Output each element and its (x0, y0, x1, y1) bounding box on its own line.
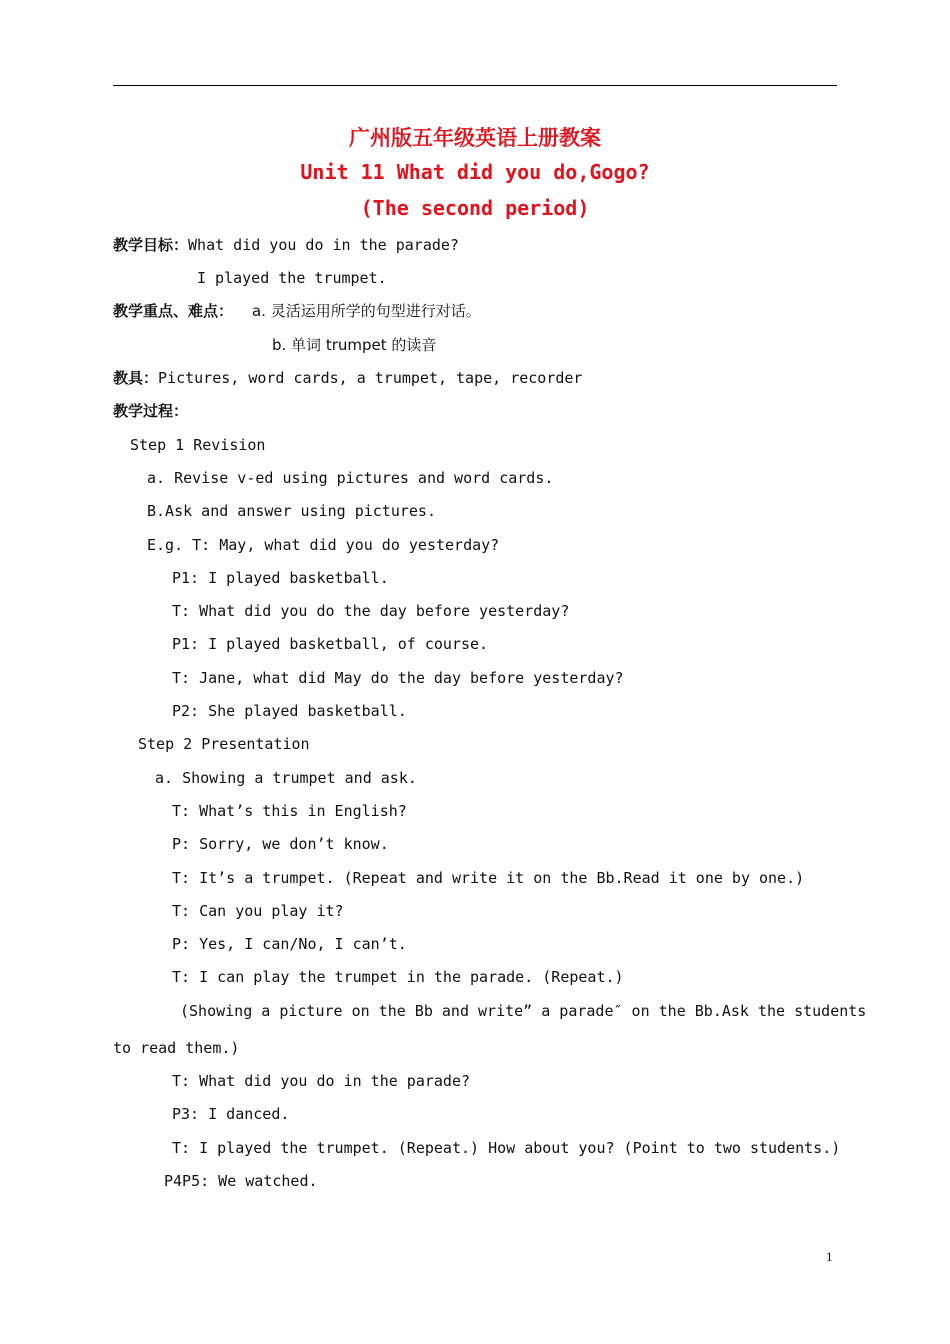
step2-note-line-1: (Showing a picture on the Bb and write” a parade″ on the Bb.Ask the students (180, 1002, 867, 1020)
step2-dialogue-3: T: It’s a trumpet. (Repeat and write it on the Bb.Read it one by one.) (172, 869, 805, 887)
step1-item-a: a. Revise v-ed using pictures and word cards. (147, 469, 554, 487)
objectives-label: 教学目标： (113, 236, 189, 254)
aids-text: Pictures, word cards, a trumpet, tape, recorder (158, 369, 583, 387)
step1-dialogue-4: T: Jane, what did May do the day before yesterday? (172, 669, 624, 687)
step2-dialogue-1: T: What’s this in English? (172, 802, 407, 820)
aids-label: 教具： (113, 369, 159, 387)
step2-dialogue-9: T: I played the trumpet. (Repeat.) How about you? (Point to two students.) (172, 1139, 841, 1157)
step1-dialogue-2: T: What did you do the day before yesterday? (172, 602, 570, 620)
step2-note-line-2: to read them.) (113, 1039, 240, 1057)
key-points-label: 教学重点、难点： (113, 302, 234, 320)
step1-dialogue-5: P2: She played basketball. (172, 702, 407, 720)
step2-dialogue-8: P3: I danced. (172, 1105, 290, 1123)
key-points-b: b. 单词 trumpet 的读音 (272, 336, 437, 354)
aids-line (113, 368, 582, 388)
step2-dialogue-7: T: What did you do in the parade? (172, 1072, 471, 1090)
page-number: 1 (826, 1249, 833, 1264)
objectives-line (113, 235, 459, 255)
step2-dialogue-6: T: I can play the trumpet in the parade. (Repeat.) (172, 968, 624, 986)
objectives-text-1: What did you do in the parade? (188, 236, 459, 254)
step2-dialogue-10: P4P5: We watched. (164, 1172, 318, 1190)
step1-example: E.g. T: May, what did you do yesterday? (147, 536, 500, 554)
objectives-text-2: I played the trumpet. (197, 269, 387, 287)
step2-dialogue-2: P: Sorry, we don’t know. (172, 835, 389, 853)
step1-dialogue-1: P1: I played basketball. (172, 569, 389, 587)
step2-item-a: a. Showing a trumpet and ask. (155, 769, 417, 787)
step2-dialogue-4: T: Can you play it? (172, 902, 344, 920)
step1-item-b: B.Ask and answer using pictures. (147, 502, 436, 520)
page-title-chinese: 广州版五年级英语上册教案 (349, 126, 601, 150)
key-points-a: a. 灵活运用所学的句型进行对话。 (252, 302, 481, 320)
process-label: 教学过程： (113, 402, 189, 420)
page-title-unit: Unit 11 What did you do,Gogo? (300, 160, 650, 184)
step1-heading: Step 1 Revision (130, 436, 266, 454)
page-title-period: (The second period) (360, 196, 590, 220)
key-points-line (113, 301, 481, 321)
step2-dialogue-5: P: Yes, I can/No, I can’t. (172, 935, 407, 953)
step1-dialogue-3: P1: I played basketball, of course. (172, 635, 489, 653)
step2-heading: Step 2 Presentation (138, 735, 310, 753)
header-rule (113, 85, 837, 86)
